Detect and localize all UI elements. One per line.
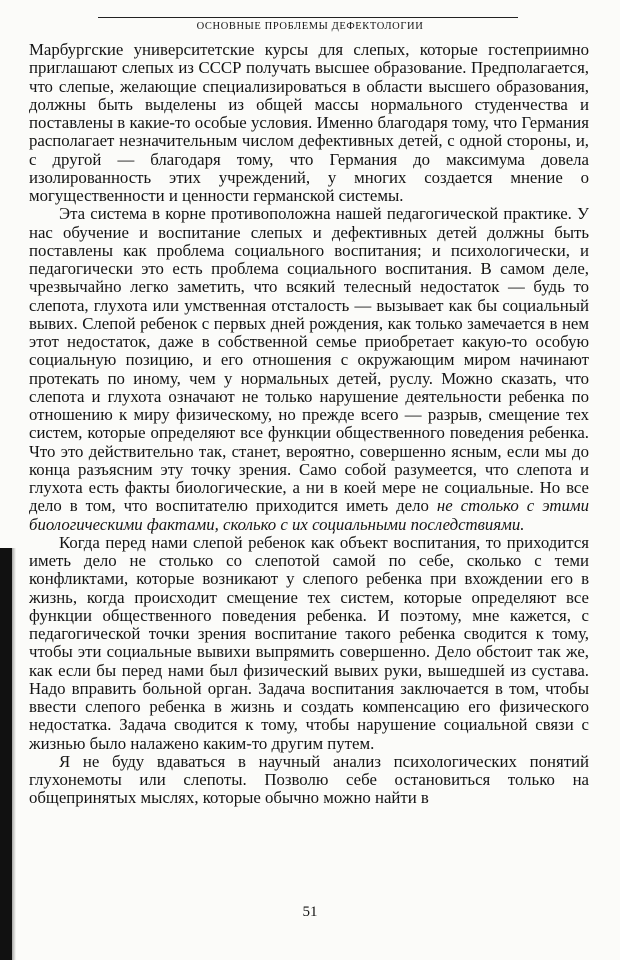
paragraph-3: Когда перед нами слепой ребенок как объект воспитания, то приходится иметь дело не столько со слепотой самой по себе, сколько с теми конфликтами, которые возникают у слепого ребенка при вхождении его в жизнь, когда происходит смещение тех систем, которые определяют все функции общественного поведения ребенка. И поэтому, мне кажется, с педагогической точки зрения воспитание такого ребенка сводится к тому, чтобы эти социальные вывихи выпрямить совершенно. Дело обстоит так же, как если бы перед нами был физический вывих руки, вышедшей из сустава. Надо вправить больной орган. Задача воспитания заключается в том, чтобы ввести слепого ребенка в жизнь и создать компенсацию его физического недостатка. Задача сводится к тому, чтобы нарушение социальной связи с жизнью было налажено каким-то другим путем. — [29, 532, 589, 753]
header-rule — [98, 17, 518, 18]
paragraph-2-emphasis: не столько с этими биологическими фактами, сколько с их социальными последствиями. — [29, 496, 589, 534]
text-column — [29, 41, 589, 808]
paragraph-4: Я не буду вдаваться в научный анализ психологических понятий глухонемоты или слепоты. Позволю себе остановиться только на общепринятых мыслях, которые обычно можно найти в — [29, 751, 589, 808]
running-head: ОСНОВНЫЕ ПРОБЛЕМЫ ДЕФЕКТОЛОГИИ — [196, 21, 424, 32]
paragraph-2-text: Эта система в корне противоположна нашей педагогической практике. У нас обучение и воспитание слепых и дефективных детей должны быть поставлены как проблема социального воспитания; и психологически, и педагогически это есть проблема социального воспитания. В самом деле, чрезвычайно легко заметить, что всякий телесный недостаток — будь то слепота, глухота или умственная отсталость — вызывает как бы социальный вывих. Слепой ребенок с первых дней рождения, как только замечается в нем этот недостаток, даже в собственной семье приобретает какую-то особую социальную позицию, и его отношения с окружающим миром начинают протекать по иному, чем у нормальных детей, руслу. Можно сказать, что слепота и глухота означают не только нарушение деятельности ребенка по отношению к миру физическому, но прежде всего — разрыв, смещение тех систем, которые определяют все функции общественного поведения ребенка. Что это действительно так, станет, вероятно, совершенно ясным, если мы до конца разъясним эту точку зрения. Само собой разумеется, что слепота и глухота есть факты биологические, а ни в коей мере не социальные. Но все дело в том, что воспитателю приходится иметь дело — [29, 204, 589, 516]
scan-shadow-gradient — [10, 548, 16, 960]
paragraph-2 — [29, 205, 589, 534]
paragraph-1: Марбургские университетские курсы для слепых, которые гостеприимно приглашают слепых из СССР получать высшее образование. Предполагается, что слепые, желающие специализироваться в области высшего образования, должны быть выделены из общей массы нормального студенчества и поставлены в какие-то особые условия. Именно благодаря тому, что Германия располагает незначительным числом дефективных детей, с одной стороны, и, с другой — благодаря тому, что Германия до максимума довела изолированность этих учреждений, у многих создается мнение о могущественности и ценности германской системы. — [29, 40, 589, 205]
page-number: 51 — [302, 904, 318, 920]
